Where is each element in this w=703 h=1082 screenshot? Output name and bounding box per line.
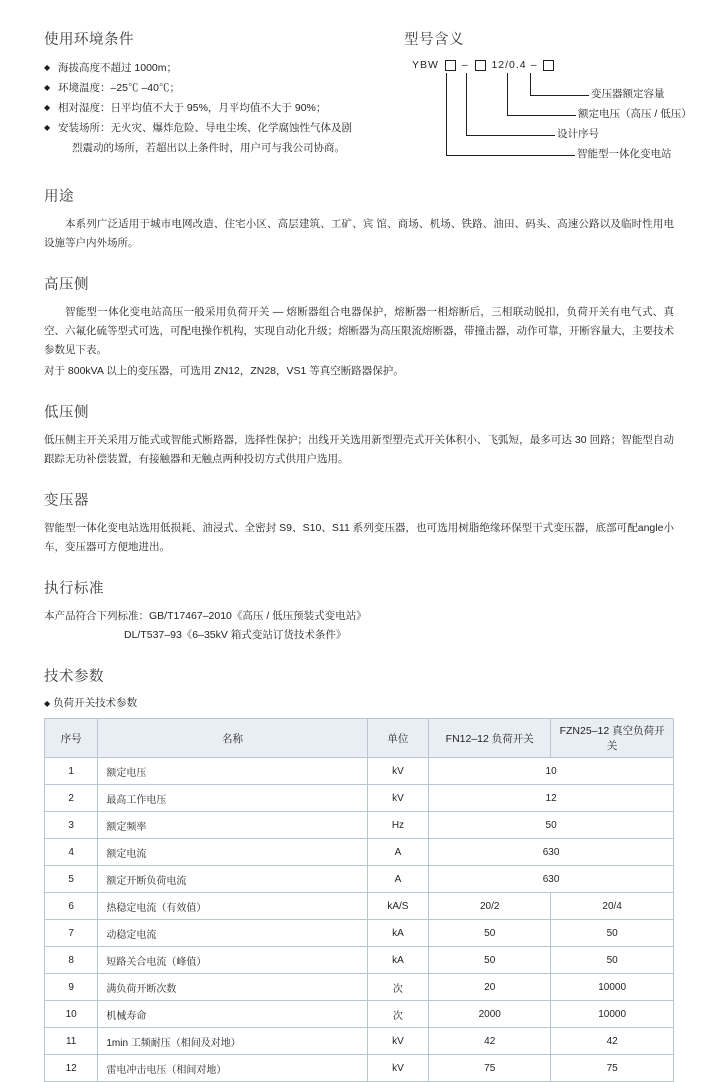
cell-unit: kV: [367, 1028, 429, 1055]
model-dash-1: –: [461, 59, 469, 71]
lv-section: [44, 401, 674, 469]
cell-no: 10: [45, 1001, 98, 1028]
model-diagram: [404, 59, 692, 171]
table-row: [45, 1055, 674, 1082]
env-item-text: 相对湿度：日平均值不大于 95%，月平均值不大于 90%；: [58, 102, 327, 114]
table-body: [45, 758, 674, 1082]
cell-unit: 次: [367, 1001, 429, 1028]
model-dash-2: –: [530, 59, 538, 71]
standard-line-2: DL/T537–93《6–35kV 箱式变站订货技术条件》: [124, 629, 347, 641]
table-row: [45, 812, 674, 839]
cell-value-fzn25: 10000: [551, 974, 674, 1001]
specs-table: [44, 718, 674, 1082]
use-title: 用途: [44, 189, 74, 205]
cell-name: 机械寿命: [98, 1001, 367, 1028]
cell-no: 12: [45, 1055, 98, 1082]
hv-section: [44, 273, 674, 381]
cell-unit: A: [367, 866, 429, 893]
standard-title: 执行标准: [44, 581, 104, 597]
cell-no: 2: [45, 785, 98, 812]
cell-name: 最高工作电压: [98, 785, 367, 812]
table-row: [45, 1028, 674, 1055]
cell-value-fzn25: 10000: [551, 1001, 674, 1028]
cell-name: 短路关合电流（峰值）: [98, 947, 367, 974]
col-header-no: 序号: [45, 719, 98, 758]
cell-no: 7: [45, 920, 98, 947]
col-header-fzn25: FZN25–12 真空负荷开关: [551, 719, 674, 758]
use-text: 本系列广泛适用于城市电网改造、住宅小区、高层建筑、工矿、宾 馆、商场、机场、铁路、油田、码头、高速公路以及临时性用电设施等户内外场所。: [44, 218, 674, 249]
env-title: 使用环境条件: [44, 32, 134, 48]
cell-no: 1: [45, 758, 98, 785]
col-header-name: 名称: [98, 719, 367, 758]
standard-section: [44, 577, 674, 645]
table-row: [45, 947, 674, 974]
cell-value-fzn25: 42: [551, 1028, 674, 1055]
table-row: [45, 758, 674, 785]
use-section: [44, 185, 674, 253]
diamond-icon: ◆: [44, 83, 51, 92]
model-box-2: [475, 60, 486, 71]
cell-no: 5: [45, 866, 98, 893]
table-row: [45, 785, 674, 812]
standard-line-1: 本产品符合下列标准：GB/T17467–2010《高压 / 低压预装式变电站》: [44, 610, 367, 622]
table-header-row: [45, 719, 674, 758]
cell-value-fzn25: 50: [551, 947, 674, 974]
transformer-text-1: 智能型一体化变电站选用低损耗、油浸式、全密封 S9、S10、S11 系列变压器，也可选用树脂绝缘环保型干式变压器，底部可配angle小车，变压器可方便地进出。: [44, 522, 674, 553]
table-row: [45, 866, 674, 893]
params-title: 技术参数: [44, 669, 104, 685]
cell-no: 8: [45, 947, 98, 974]
list-item: [44, 58, 384, 78]
params-subtitle-row: [44, 695, 674, 710]
table-row: [45, 1001, 674, 1028]
cell-name: 满负荷开断次数: [98, 974, 367, 1001]
table-row: [45, 920, 674, 947]
model-voltage: 12/0.4: [491, 59, 527, 71]
model-code: [412, 59, 556, 71]
model-label-2: 额定电压（高压 / 低压）: [578, 108, 692, 120]
lv-text-1: 低压侧主开关采用万能式或智能式断路器，选择性保护；出线开关选用新型塑壳式开关体积小、飞弧短，最多可达 30 回路；智能型自动跟踪无功补偿装置，有接触器和无触点两种投切方式供用户选用。: [44, 434, 674, 465]
transformer-section: [44, 489, 674, 557]
lv-title: 低压侧: [44, 405, 89, 421]
env-item-text: 海拔高度不超过 1000m；: [58, 62, 178, 74]
cell-value-fn12: 75: [429, 1055, 551, 1082]
list-item: [44, 78, 384, 98]
top-section: [44, 28, 692, 171]
cell-value-fn12: 50: [429, 920, 551, 947]
cell-no: 4: [45, 839, 98, 866]
env-item-continuation: 烈震动的场所，若超出以上条件时，用户可与我公司协商。: [72, 142, 345, 154]
model-label-1: 变压器额定容量: [591, 88, 665, 100]
cell-value-merged: 10: [429, 758, 674, 785]
cell-value-merged: 630: [429, 866, 674, 893]
col-header-unit: 单位: [367, 719, 429, 758]
cell-no: 6: [45, 893, 98, 920]
cell-unit: kA: [367, 947, 429, 974]
cell-name: 额定开断负荷电流: [98, 866, 367, 893]
cell-value-merged: 50: [429, 812, 674, 839]
cell-value-fzn25: 75: [551, 1055, 674, 1082]
cell-value-merged: 630: [429, 839, 674, 866]
cell-value-fzn25: 20/4: [551, 893, 674, 920]
cell-value-merged: 12: [429, 785, 674, 812]
cell-no: 9: [45, 974, 98, 1001]
diamond-icon: ◆: [44, 123, 51, 132]
cell-unit: kV: [367, 785, 429, 812]
cell-name: 额定频率: [98, 812, 367, 839]
transformer-title: 变压器: [44, 493, 89, 509]
diamond-icon: ◆: [44, 63, 51, 72]
env-item-text: 环境温度：–25℃ –40℃；: [58, 82, 180, 94]
cell-unit: kA: [367, 920, 429, 947]
cell-name: 额定电流: [98, 839, 367, 866]
leader-line-4: [446, 73, 575, 156]
model-section: [404, 28, 692, 171]
cell-unit: Hz: [367, 812, 429, 839]
cell-name: 额定电压: [98, 758, 367, 785]
diamond-icon: ◆: [44, 103, 51, 112]
list-item: [44, 98, 384, 118]
cell-name: 1min 工频耐压（相间及对地）: [98, 1028, 367, 1055]
table-row: [45, 893, 674, 920]
list-item: [44, 118, 384, 138]
cell-value-fn12: 42: [429, 1028, 551, 1055]
env-list: [44, 58, 384, 138]
model-box-3: [543, 60, 554, 71]
model-title: 型号含义: [404, 32, 464, 48]
hv-title: 高压侧: [44, 277, 89, 293]
cell-no: 3: [45, 812, 98, 839]
model-label-4: 智能型一体化变电站: [577, 148, 672, 160]
environment-section: [44, 28, 384, 158]
cell-name: 动稳定电流: [98, 920, 367, 947]
cell-value-fn12: 50: [429, 947, 551, 974]
page-content: [44, 28, 692, 1082]
env-item-text: 安装场所：无火灾、爆炸危险、导电尘埃、化学腐蚀性气体及剧: [58, 122, 352, 134]
params-subtitle: 负荷开关技术参数: [53, 697, 138, 709]
cell-value-fzn25: 50: [551, 920, 674, 947]
cell-value-fn12: 20/2: [429, 893, 551, 920]
table-row: [45, 974, 674, 1001]
cell-unit: kA/S: [367, 893, 429, 920]
params-section: [44, 665, 674, 1082]
cell-unit: kV: [367, 1055, 429, 1082]
cell-no: 11: [45, 1028, 98, 1055]
model-box-1: [445, 60, 456, 71]
col-header-fn12: FN12–12 负荷开关: [429, 719, 551, 758]
cell-value-fn12: 2000: [429, 1001, 551, 1028]
cell-name: 雷电冲击电压（相间对地）: [98, 1055, 367, 1082]
model-label-3: 设计序号: [557, 128, 599, 140]
hv-text-1: 智能型一体化变电站高压一般采用负荷开关 — 熔断器组合电器保护，熔断器一相熔断后，三相联动脱扣，负荷开关有电气式、真空、六氟化硫等型式可选，可配电操作机构，实现自动化升级；熔断器为高压限流熔断器，带撞击器，动作可靠，开断容量大，主要技术参数见下表。: [44, 306, 674, 356]
diamond-icon: ◆: [44, 699, 51, 708]
cell-unit: A: [367, 839, 429, 866]
table-row: [45, 839, 674, 866]
cell-unit: kV: [367, 758, 429, 785]
cell-unit: 次: [367, 974, 429, 1001]
model-code-prefix: YBW: [412, 59, 439, 71]
hv-text-2: 对于 800kVA 以上的变压器，可选用 ZN12，ZN28，VS1 等真空断路器保护。: [44, 365, 404, 377]
cell-name: 热稳定电流（有效值）: [98, 893, 367, 920]
cell-value-fn12: 20: [429, 974, 551, 1001]
